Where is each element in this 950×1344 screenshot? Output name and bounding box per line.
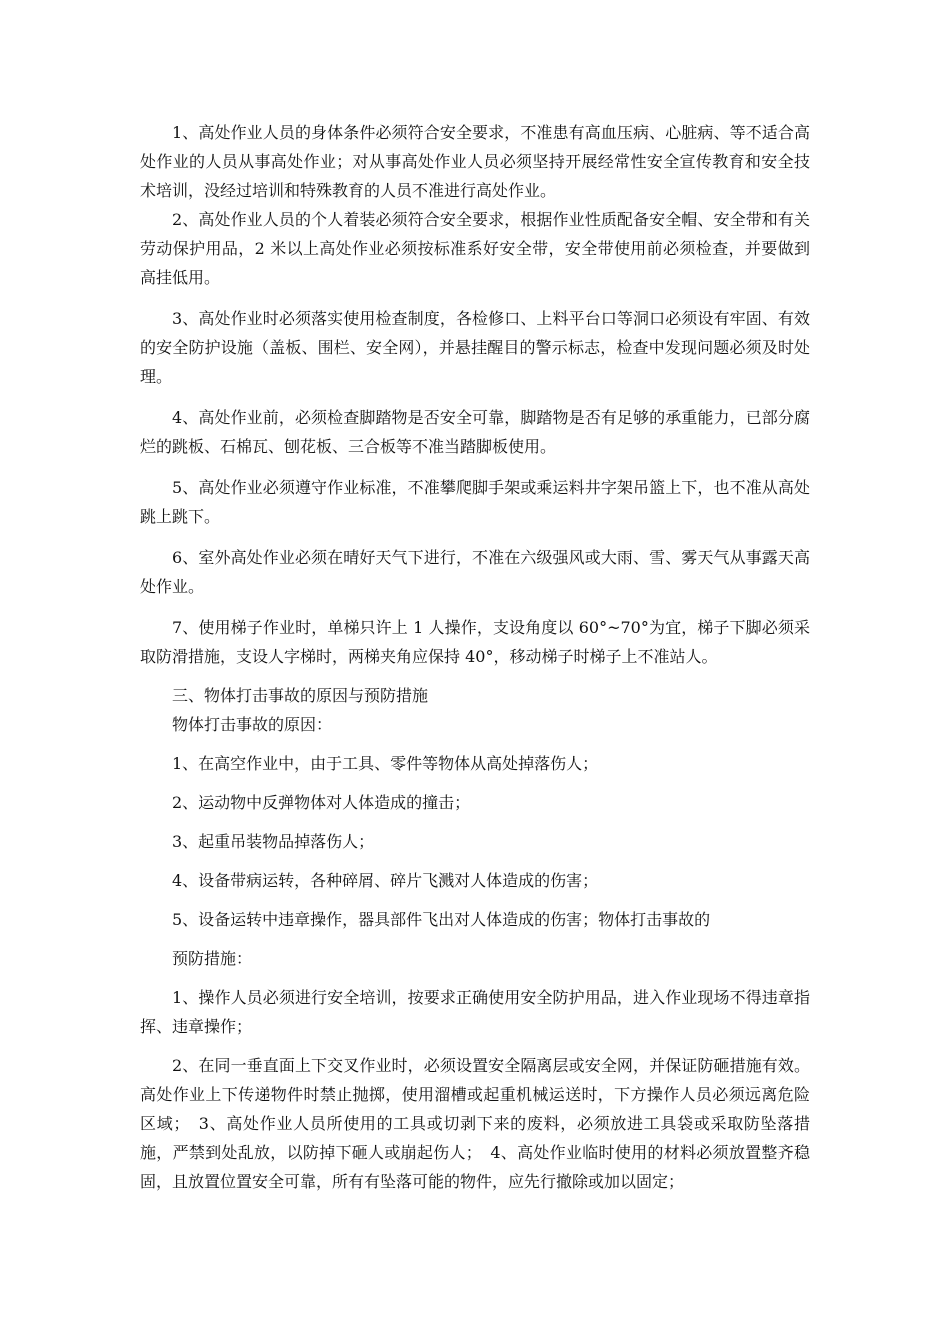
cause-5: 5、设备运转中违章操作，器具部件飞出对人体造成的伤害；物体打击事故的 [172,910,711,929]
measure-2-4: 2、在同一垂直面上下交叉作业时，必须设置安全隔离层或安全网，并保证防砸措施有效。高处作业上下传递物件时禁止抛掷，使用溜槽或起重机械运送时，下方操作人员必须远离危险区域； 3、高处作业人员所使用的工具或切剥下来的废料，必须放进工具袋或采取防坠落措施，严禁到处乱放，以防掉下砸人或崩起伤人； 4、高处作业临时使用的材料必须放置整齐稳固，且放置位置安全可靠，所有有坠落可能的物件，应先行撤除或加以固定； [140,1056,810,1191]
paragraph-6: 6、室外高处作业必须在晴好天气下进行，不准在六级强风或大雨、雪、雾天气从事露天高处作业。 [140,548,810,596]
paragraph-7: 7、使用梯子作业时，单梯只许上 1 人操作，支设角度以 60°~70°为宜，梯子下脚必须采取防滑措施，支设人字梯时，两梯夹角应保持 40°，移动梯子时梯子上不准站人。 [140,618,810,666]
cause-1: 1、在高空作业中，由于工具、零件等物体从高处掉落伤人； [172,754,599,773]
section-heading: 三、物体打击事故的原因与预防措施 [172,686,429,705]
paragraph-5: 5、高处作业必须遵守作业标准，不准攀爬脚手架或乘运料井字架吊篮上下，也不准从高处跳上跳下。 [140,478,810,526]
cause-3: 3、起重吊装物品掉落伤人； [172,832,375,851]
cause-4: 4、设备带病运转，各种碎屑、碎片飞溅对人体造成的伤害； [172,871,599,890]
document-page [140,118,810,1196]
paragraph-3: 3、高处作业时必须落实使用检查制度，各检修口、上料平台口等洞口必须设有牢固、有效的安全防护设施（盖板、围栏、安全网），并悬挂醒目的警示标志，检查中发现问题必须及时处理。 [140,309,810,386]
paragraph-1: 1、高处作业人员的身体条件必须符合安全要求，不准患有高血压病、心脏病、等不适合高处作业的人员从事高处作业；对从事高处作业人员必须坚持开展经常性安全宣传教育和安全技术培训，没经过培训和特殊教育的人员不准进行高处作业。 [140,123,810,200]
paragraph-2: 2、高处作业人员的个人着装必须符合安全要求，根据作业性质配备安全帽、安全带和有关劳动保护用品，2 米以上高处作业必须按标准系好安全带，安全带使用前必须检查，并要做到高挂低用。 [140,210,810,287]
causes-heading: 物体打击事故的原因： [172,715,333,734]
measures-heading: 预防措施： [172,949,253,968]
paragraph-4: 4、高处作业前，必须检查脚踏物是否安全可靠，脚踏物是否有足够的承重能力，已部分腐烂的跳板、石棉瓦、刨花板、三合板等不准当踏脚板使用。 [140,408,810,456]
measure-1: 1、操作人员必须进行安全培训，按要求正确使用安全防护用品，进入作业现场不得违章指挥、违章操作； [140,988,810,1036]
cause-2: 2、运动物中反弹物体对人体造成的撞击； [172,793,471,812]
